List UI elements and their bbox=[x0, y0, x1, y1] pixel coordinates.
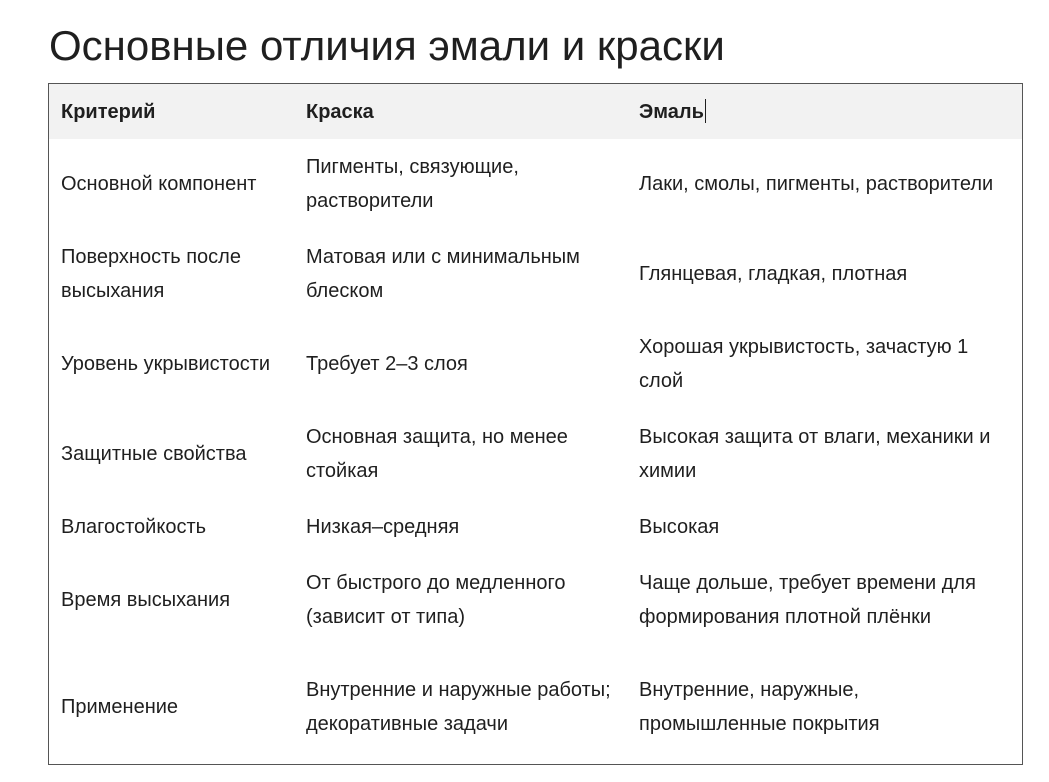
table-header-row bbox=[49, 84, 1022, 139]
row-paint: От быстрого до медленного (зависит от типа) bbox=[306, 572, 566, 628]
text-cursor bbox=[705, 99, 706, 123]
table-row bbox=[49, 139, 1022, 229]
row-criterion: Применение bbox=[61, 696, 179, 718]
row-criterion: Поверхность после высыхания bbox=[61, 246, 241, 302]
table-row bbox=[49, 499, 1022, 555]
row-criterion: Защитные свойства bbox=[61, 443, 247, 465]
row-enamel: Чаще дольше, требует времени для формирования плотной плёнки bbox=[639, 572, 976, 628]
header-enamel-label: Эмаль bbox=[639, 101, 704, 123]
page-title: Основные отличия эмали и краски bbox=[49, 22, 725, 69]
header-enamel bbox=[627, 84, 1022, 139]
table-row bbox=[49, 555, 1022, 645]
row-paint: Основная защита, но менее стойкая bbox=[306, 426, 568, 482]
row-criterion: Влагостойкость bbox=[61, 516, 207, 538]
row-criterion: Уровень укрывистости bbox=[61, 353, 271, 375]
row-enamel: Лаки, смолы, пигменты, растворители bbox=[639, 173, 994, 195]
row-enamel: Хорошая укрывистость, зачастую 1 слой bbox=[639, 336, 969, 392]
comparison-table bbox=[48, 83, 1023, 765]
row-paint: Низкая–средняя bbox=[306, 516, 460, 538]
row-criterion: Основной компонент bbox=[61, 173, 257, 195]
table-row bbox=[49, 319, 1022, 409]
row-enamel: Высокая bbox=[639, 516, 720, 538]
row-paint: Внутренние и наружные работы; декоративные задачи bbox=[306, 679, 611, 735]
row-criterion: Время высыхания bbox=[61, 589, 231, 611]
row-enamel: Внутренние, наружные, промышленные покрытия bbox=[639, 679, 880, 735]
table-row bbox=[49, 645, 1022, 765]
row-paint: Пигменты, связующие, растворители bbox=[306, 156, 519, 212]
header-paint: Краска bbox=[306, 100, 374, 123]
header-criterion: Критерий bbox=[61, 100, 156, 123]
table-row bbox=[49, 409, 1022, 499]
row-enamel: Глянцевая, гладкая, плотная bbox=[639, 263, 908, 285]
row-enamel: Высокая защита от влаги, механики и химии bbox=[639, 426, 991, 482]
table-row bbox=[49, 229, 1022, 319]
row-paint: Матовая или с минимальным блеском bbox=[306, 246, 580, 302]
row-paint: Требует 2–3 слоя bbox=[306, 353, 468, 375]
